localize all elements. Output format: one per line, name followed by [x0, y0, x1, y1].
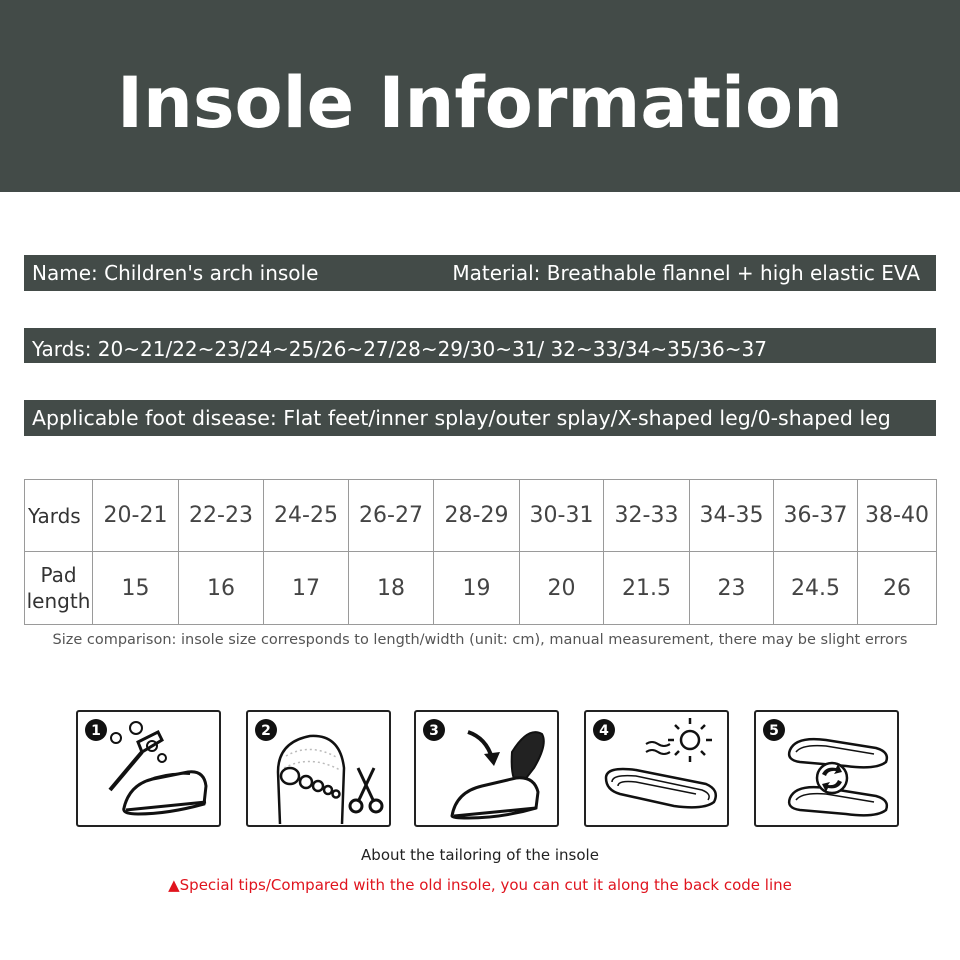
step-2-panel: [246, 710, 391, 827]
size-cell: 30-31: [520, 480, 604, 552]
name-label: Name: Children's arch insole: [32, 261, 319, 285]
foot-disease-label: Applicable foot disease: Flat feet/inner splay/outer splay/X-shaped leg/0-shaped leg: [32, 406, 891, 430]
step-1-panel: [76, 710, 221, 827]
size-table: [24, 479, 937, 625]
length-cell: 23: [690, 552, 774, 625]
size-note: Size comparison: insole size corresponds to length/width (unit: cm), manual measurement, there may be slight errors: [52, 632, 908, 648]
step-number: 4: [599, 723, 609, 739]
row-header-pad-length: [25, 552, 93, 625]
row-header-yards: Yards: [25, 480, 93, 552]
step-number: 2: [261, 723, 271, 739]
replace-insole-icon: [756, 712, 897, 825]
foot-disease-bar: [24, 400, 936, 436]
length-cell: 26: [858, 552, 937, 625]
size-cell: 36-37: [774, 480, 858, 552]
table-row-yards: [25, 480, 937, 552]
length-cell: 20: [520, 552, 604, 625]
size-cell: 24-25: [264, 480, 349, 552]
material-label: Material: Breathable flannel + high elastic EVA: [452, 261, 920, 285]
page-title: Insole Information: [117, 62, 843, 144]
length-cell: 18: [349, 552, 434, 625]
step-number: 5: [769, 723, 779, 739]
step-3-panel: [414, 710, 559, 827]
dry-in-sun-icon: [586, 712, 727, 825]
tailoring-caption: About the tailoring of the insole: [361, 846, 599, 864]
size-cell: 32-33: [604, 480, 690, 552]
length-cell: 17: [264, 552, 349, 625]
header-banner: [0, 0, 960, 192]
length-cell: 24.5: [774, 552, 858, 625]
length-cell: 15: [93, 552, 179, 625]
foot-scissors-icon: [248, 712, 389, 825]
size-cell: 22-23: [179, 480, 264, 552]
size-cell: 28-29: [434, 480, 520, 552]
size-cell: 38-40: [858, 480, 937, 552]
size-cell: 34-35: [690, 480, 774, 552]
step-number: 1: [91, 723, 101, 739]
table-row-pad-length: [25, 552, 937, 625]
length-cell: 19: [434, 552, 520, 625]
name-material-bar: [24, 255, 936, 291]
special-tip: ▲Special tips/Compared with the old insole, you can cut it along the back code line: [168, 876, 792, 894]
yards-bar: [24, 328, 936, 363]
length-cell: 16: [179, 552, 264, 625]
row-header-length: length: [26, 589, 91, 613]
row-header-pad: Pad: [40, 563, 77, 587]
length-cell: 21.5: [604, 552, 690, 625]
step-number: 3: [429, 723, 439, 739]
size-cell: 20-21: [93, 480, 179, 552]
size-cell: 26-27: [349, 480, 434, 552]
step-4-panel: [584, 710, 729, 827]
washing-shoe-icon: [78, 712, 219, 825]
step-5-panel: [754, 710, 899, 827]
yards-label: Yards: 20~21/22~23/24~25/26~27/28~29/30~31/ 32~33/34~35/36~37: [32, 337, 767, 361]
tailoring-steps: [76, 710, 886, 827]
insert-insole-icon: [416, 712, 557, 825]
